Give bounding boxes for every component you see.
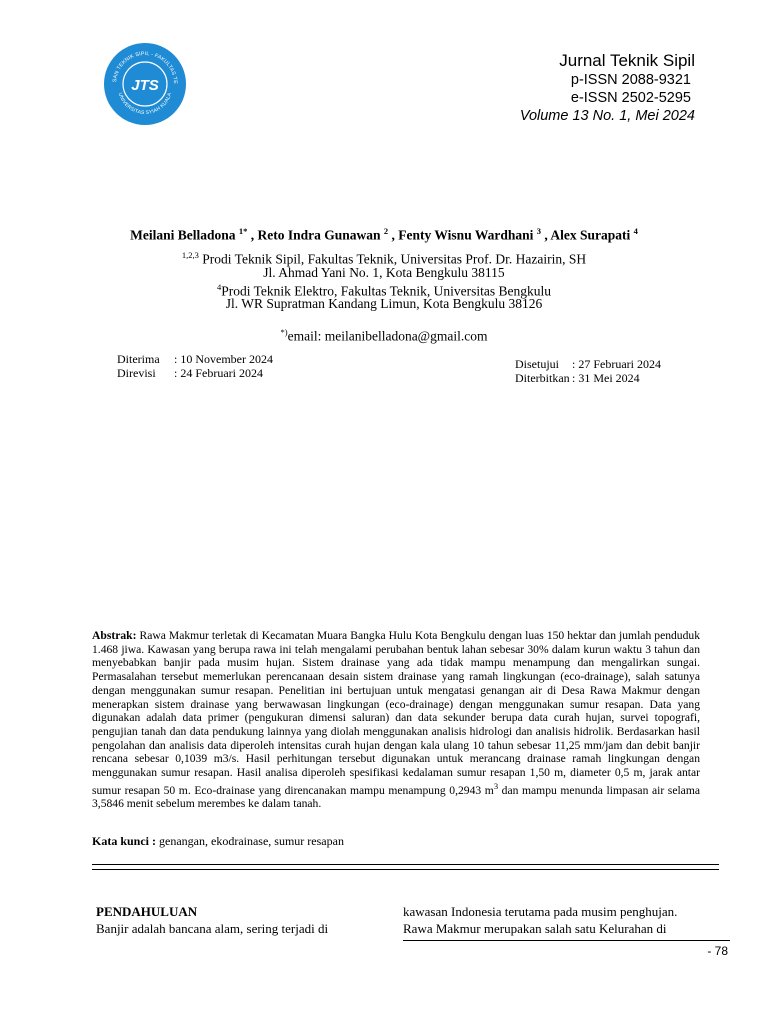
email-text: email: meilanibelladona@gmail.com — [287, 328, 488, 344]
author-2: , Reto Indra Gunawan — [250, 227, 381, 243]
received-date: : 10 November 2024 — [174, 352, 273, 366]
abstract-text-1: Rawa Makmur terletak di Kecamatan Muara Bangka Hulu Kota Bengkulu dengan luas 150 hektar dan jumlah penduduk 1.468 jiwa. Kawasan yang berupa rawa ini telah mengalami perubahan bentuk lahan sebesar 30% dalam kurun waktu 3 tahun dan menyebabkan banjir pada musim hujan. Sistem drainase yang ada tidak mampu menampung dan mengalirkan sungai. Permasalahan tersebut memerlukan perencanaan desain sistem drainase yang ramah lingkungan (eco-drainage), salah satunya dengan menggunakan sumur resapan. Penelitian ini bertujuan untuk mengatasi genangan air di Desa Rawa Makmur dengan menerapkan sistem drainase yang berwawasan lingkungan (eco-drainage) dengan menggunakan sumur resapan. Data yang digunakan adalah data primer (pengukuran dimensi saluran) dan data sekunder berupa data curah hujan, survei topografi, pengujian tanah dan data pendukung lainnya yang diolah menggunakan analisis hidrologi dan analisis hidrolik. Berdasarkan hasil pengolahan dan analisis data diperoleh intensitas curah hujan dengan kala ulang 10 tahun sebesar 11,25 mm/jam dan debit banjir rencana sebesar 0,1039 m3/s. Hasil perhitungan tersebut digunakan untuk merancang drainase ramah lingkungan dengan menggunakan sumur resapan. Hasil analisa diperoleh spesifikasi kedalaman sumur resapan 1,50 m, diameter 0,5 m, jarak antar sumur resapan 50 m. Eco-drainase yang direncanakan mampu menampung 0,2943 m — [92, 629, 700, 797]
author-list — [0, 226, 768, 244]
intro-right-line-2: Rawa Makmur merupakan salah satu Kelurahan di — [403, 921, 667, 936]
intro-left-text: Banjir adalah bancana alam, sering terjadi di — [96, 921, 329, 936]
received-label: Diterima — [117, 352, 160, 366]
published-label: Diterbitkan — [515, 371, 570, 385]
footer-line — [403, 940, 730, 941]
accepted-date: : 27 Februari 2024 — [572, 357, 661, 371]
author-3-sup: 3 — [536, 226, 541, 236]
logo-ring-top: SAN TEKNIK SIPIL - FAKULTAS TE — [112, 50, 179, 85]
author-1-sup: 1* — [238, 226, 248, 236]
published-date: : 31 Mei 2024 — [572, 371, 640, 385]
intro-left-column — [96, 903, 364, 937]
affiliation-2-sup: 4 — [216, 282, 222, 292]
logo-initials: JTS — [131, 77, 159, 94]
affiliation-1-address: Jl. Ahmad Yani No. 1, Kota Bengkulu 38115 — [263, 265, 505, 280]
journal-pissn: p-ISSN 2088-9321 — [570, 72, 691, 88]
affiliation-1-sup: 1,2,3 — [181, 250, 199, 260]
divider-top — [92, 864, 719, 865]
logo-ring-bottom: UNIVERSITAS SYIAH KUALA — [116, 92, 174, 117]
affiliation-2-text: Prodi Teknik Elektro, Fakultas Teknik, Universitas Bengkulu — [221, 283, 552, 299]
affiliation-1-text: Prodi Teknik Sipil, Fakultas Teknik, Universitas Prof. Dr. Hazairin, SH — [198, 251, 587, 267]
abstract-label: Abstrak: — [92, 629, 137, 642]
revised-label: Direvisi — [117, 366, 156, 380]
section-heading: PENDAHULUAN — [96, 904, 198, 919]
author-2-sup: 2 — [383, 226, 389, 236]
journal-eissn: e-ISSN 2502-5295 — [570, 90, 691, 106]
author-3: , Fenty Wisnu Wardhani — [391, 227, 534, 243]
abstract — [92, 629, 700, 811]
author-1: Meilani Belladona — [130, 227, 236, 243]
page-number: - 78 — [707, 944, 728, 958]
author-4-sup: 4 — [633, 226, 638, 236]
corresponding-email — [0, 324, 768, 345]
dates-right — [515, 357, 661, 385]
email-sup: *) — [280, 327, 288, 337]
abstract-sup: 3 — [493, 780, 499, 791]
divider-bottom — [92, 869, 719, 870]
journal-header — [520, 50, 695, 125]
keywords — [92, 834, 344, 849]
intro-right-column — [403, 903, 700, 937]
keywords-label: Kata kunci : — [92, 834, 157, 848]
author-4: , Alex Surapati — [544, 227, 631, 243]
affiliation-2-address: Jl. WR Supratman Kandang Limun, Kota Bengkulu 38126 — [225, 296, 543, 311]
revised-date: : 24 Februari 2024 — [174, 366, 263, 380]
abstract-text-2: dan mampu menunda limpasan air selama 3,5846 menit sebelum merembes ke dalam tanah. — [92, 783, 700, 811]
journal-name: Jurnal Teknik Sipil — [559, 51, 695, 70]
journal-logo — [104, 43, 186, 125]
journal-volume: Volume 13 No. 1, Mei 2024 — [519, 108, 695, 124]
accepted-label: Disetujui — [515, 357, 559, 371]
keywords-text: genangan, ekodrainase, sumur resapan — [156, 834, 344, 848]
intro-right-line-1: kawasan Indonesia terutama pada musim penghujan. — [403, 904, 678, 919]
dates-left — [117, 352, 273, 380]
